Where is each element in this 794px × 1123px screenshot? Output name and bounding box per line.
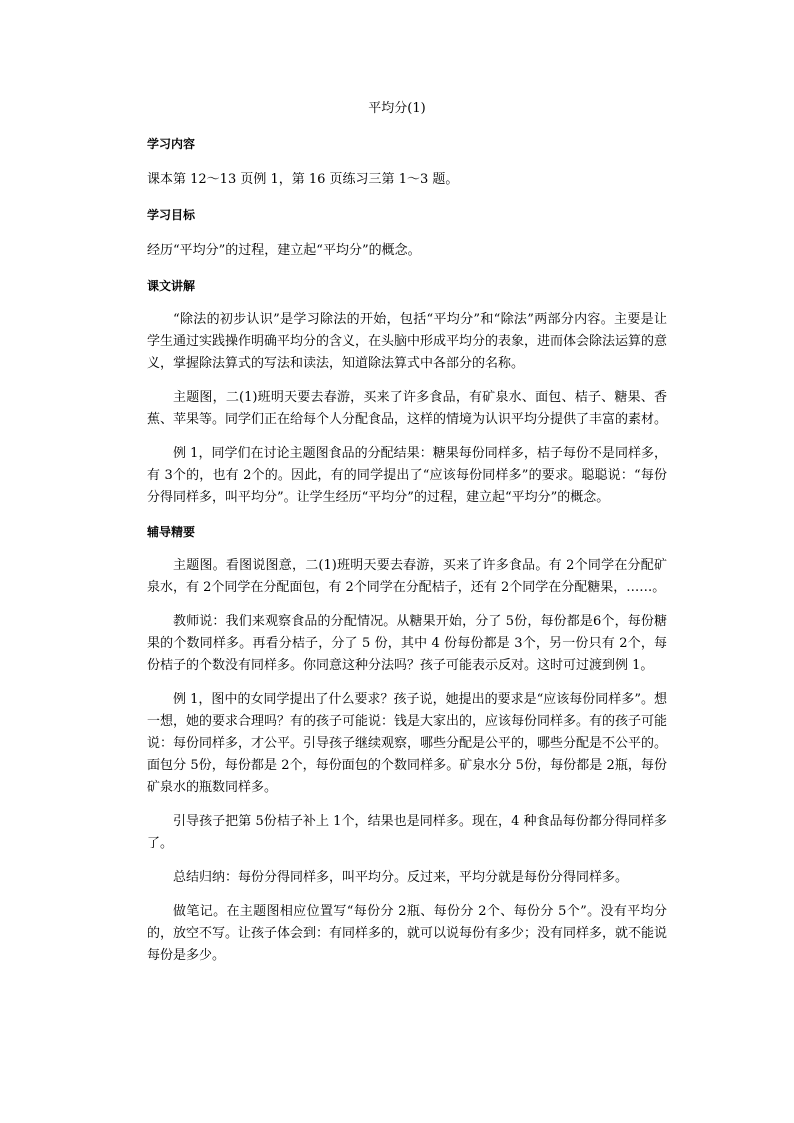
paragraph: 主题图。看图说图意，二(1)班明天要去春游，买来了许多食品。有 2个同学在分配矿泉水，有 2个同学在分配面包，有 2个同学在分配桔子，还有 2个同学在分配糖果，……。 <box>147 558 667 595</box>
paragraph: 经历“平均分”的过程，建立起“平均分”的概念。 <box>147 243 421 258</box>
section-heading-learning-content: 学习内容 <box>147 137 196 151</box>
section-heading-learning-goals: 学习目标 <box>147 208 196 222</box>
section-heading-tutoring-essentials: 辅导精要 <box>147 525 196 539</box>
section-heading-text-explanation: 课文讲解 <box>147 279 196 293</box>
document-title: 平均分(1) <box>368 101 426 116</box>
paragraph: “除法的初步认识”是学习除法的开始，包括“平均分”和“除法”两部分内容。主要是让学生通过实践操作明确平均分的含义，在头脑中形成平均分的表象，进而体会除法运算的意义，掌握除法算式的写法和读法，知道除法算式中各部分的名称。 <box>147 312 668 371</box>
paragraph: 主题图，二(1)班明天要去春游，买来了许多食品，有矿泉水、面包、桔子、糖果、香蕉、苹果等。同学们正在给每个人分配食品，这样的情境为认识平均分提供了丰富的素材。 <box>147 390 668 427</box>
paragraph: 引导孩子把第 5份桔子补上 1个，结果也是同样多。现在，4 种食品每份都分得同样多了。 <box>147 814 667 851</box>
document-body <box>147 128 667 967</box>
paragraph: 教师说：我们来观察食品的分配情况。从糖果开始，分了 5份，每份都是6个，每份糖果的个数同样多。再看分桔子，分了 5 份，其中 4 份每份都是 3个，另一份只有 2个，每份桔子的个数没有同样多。你同意这种分法吗？孩子可能表示反对。这时可过渡到例 1。 <box>147 614 667 673</box>
paragraph: 总结归纳：每份分得同样多，叫平均分。反过来，平均分就是每份分得同样多。 <box>173 870 629 885</box>
paragraph: 做笔记。在主题图相应位置写“每份分 2瓶、每份分 2个、每份分 5个”。没有平均分的，放空不写。让孩子体会到：有同样多的，就可以说每份有多少；没有同样多，就不能说每份是多少。 <box>147 904 668 963</box>
paragraph: 例 1，同学们在讨论主题图食品的分配结果：糖果每份同样多，桔子每份不是同样多，有 3个的，也有 2个的。因此，有的同学提出了“应该每份同样多”的要求。聪聪说：“每份分得同样多，叫平均分”。让学生经历“平均分”的过程，建立起“平均分”的概念。 <box>147 446 667 505</box>
paragraph: 课本第 12～13 页例 1，第 16 页练习三第 1～3 题。 <box>147 172 459 187</box>
paragraph: 例 1，图中的女同学提出了什么要求？孩子说，她提出的要求是“应该每份同样多”。想一想，她的要求合理吗？有的孩子可能说：钱是大家出的，应该每份同样多。有的孩子可能说：每份同样多，才公平。引导孩子继续观察，哪些分配是公平的，哪些分配是不公平的。面包分 5份，每份都是 2个，每份面包的个数同样多。矿泉水分 5份，每份都是 2瓶，每份矿泉水的瓶数同样多。 <box>147 692 668 795</box>
